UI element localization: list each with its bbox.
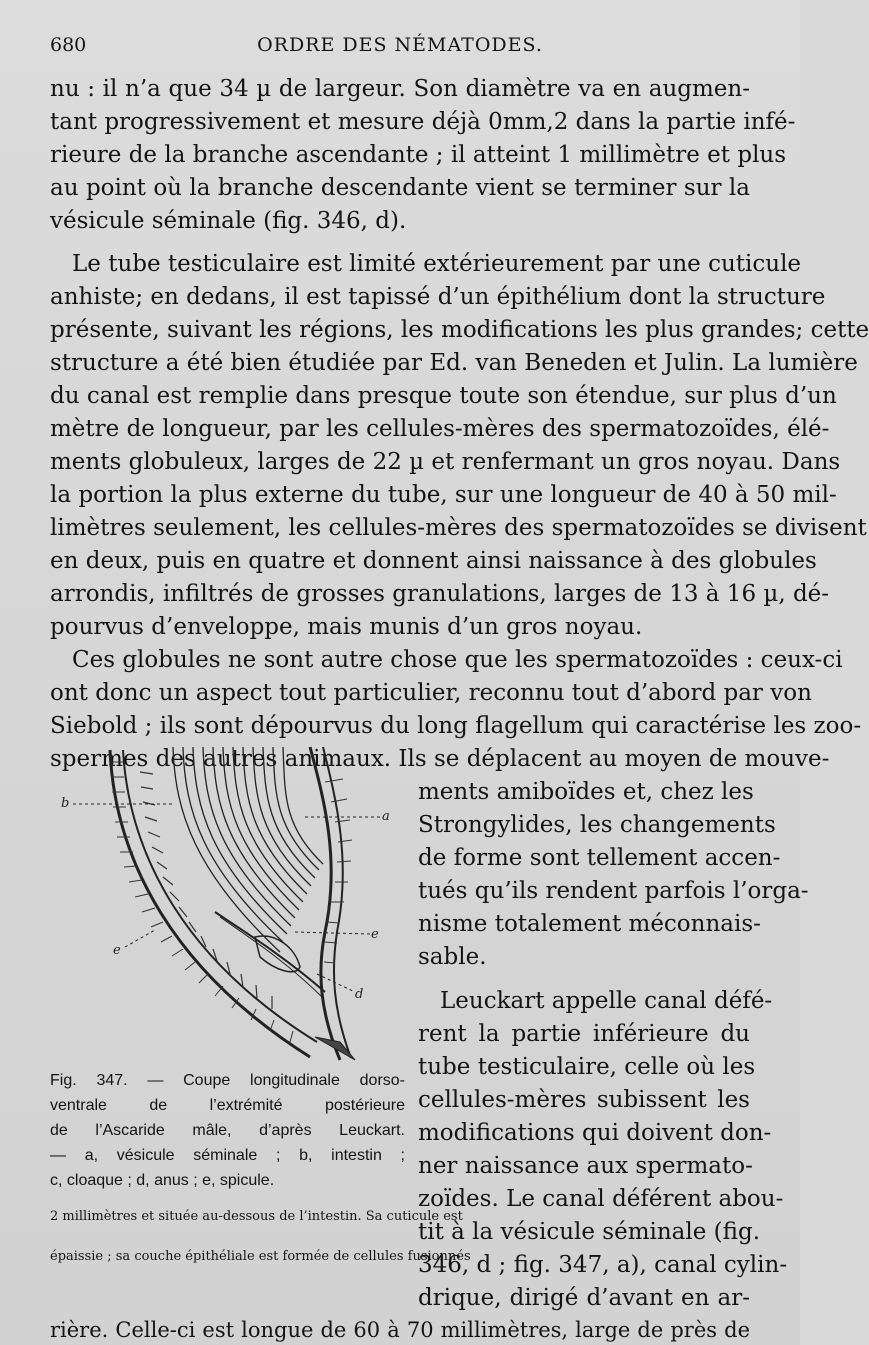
text-line: épaissie ; sa couche épithéliale est formée de cellules fusionnés [50,1249,471,1264]
text-line: mètre de longueur, par les cellules-mères des spermatozoïdes, élé- [50,416,830,442]
page-number: 680 [50,34,87,56]
text-line: anhiste; en dedans, il est tapissé d’un épithélium dont la structure [50,284,826,310]
figure-label-b: b [61,796,70,811]
figure-label-c: e [371,927,379,942]
figure-caption-line: c, cloaque ; d, anus ; e, spicule. [50,1172,275,1189]
text-line: la portion la plus externe du tube, sur une longueur de 40 à 50 mil- [50,482,837,508]
text-line: tube testiculaire, celle où les [418,1054,756,1080]
figure-caption-line: ventrale de l’extrémité postérieure [50,1097,405,1114]
text-line: limètres seulement, les cellules-mères des spermatozoïdes se divisent [50,515,867,541]
figure-label-a: a [382,809,390,824]
text-line: rieure de la branche ascendante ; il atteint 1 millimètre et plus [50,142,787,168]
text-line: tués qu’ils rendent parfois l’orga- [418,878,809,904]
text-line: en deux, puis en quatre et donnent ainsi naissance à des globules [50,548,817,574]
text-line: pourvus d’enveloppe, mais munis d’un gros noyau. [50,614,643,640]
nematode-section-illustration [55,742,405,1062]
text-line: Strongylides, les changements [418,812,776,838]
text-line: arrondis, infiltrés de grosses granulations, larges de 13 à 16 µ, dé- [50,581,830,607]
text-line: rent la partie inférieure du [418,1021,750,1047]
text-line: Le tube testiculaire est limité extérieurement par une cuticule [72,251,802,277]
text-line: Ces globules ne sont autre chose que les spermatozoïdes : ceux-ci [72,647,843,673]
text-line: vésicule séminale (fig. 346, d). [50,208,407,234]
text-line: au point où la branche descendante vient se terminer sur la [50,175,750,201]
text-line: sable. [418,944,487,970]
text-line: 2 millimètres et située au-dessous de l’intestin. Sa cuticule est [50,1209,463,1224]
text-line: ments amiboïdes et, chez les [418,779,754,805]
text-line: ner naissance aux spermato- [418,1153,753,1179]
text-line: structure a été bien étudiée par Ed. van Beneden et Julin. La lumière [50,350,858,376]
text-line: rière. Celle-ci est longue de 60 à 70 millimètres, large de près de [50,1318,750,1342]
running-title: ORDRE DES NÉMATODES. [257,34,543,56]
text-line: ont donc un aspect tout particulier, reconnu tout d’abord par von [50,680,812,706]
figure-caption-line: — a, vésicule séminale ; b, intestin ; [50,1147,405,1164]
text-line: Leuckart appelle canal défé- [440,988,773,1014]
text-line: spermes des autres animaux. Ils se déplacent au moyen de mouve- [50,746,830,772]
page-header [50,34,750,64]
text-line: modifications qui doivent don- [418,1120,772,1146]
figure-347 [55,742,405,1062]
figure-caption-line: Fig. 347. — Coupe longitudinale dorso- [50,1072,405,1089]
text-line: de forme sont tellement accen- [418,845,781,871]
text-line: 346, d ; fig. 347, a), canal cylin- [418,1252,788,1278]
text-line: drique, dirigé d’avant en ar- [418,1285,750,1311]
text-line: ments globuleux, larges de 22 µ et renfermant un gros noyau. Dans [50,449,841,475]
text-line: du canal est remplie dans presque toute son étendue, sur plus d’un [50,383,837,409]
text-line: zoïdes. Le canal déférent abou- [418,1186,784,1212]
figure-caption-line: de l’Ascaride mâle, d’après Leuckart. [50,1122,405,1139]
figure-label-d: d [355,987,364,1002]
text-line: présente, suivant les régions, les modifications les plus grandes; cette [50,317,869,343]
text-line: cellules-mères subissent les [418,1087,750,1113]
text-line: nisme totalement méconnais- [418,911,761,937]
text-line: Siebold ; ils sont dépourvus du long flagellum qui caractérise les zoo- [50,713,862,739]
figure-label-e: e [113,943,121,958]
text-line: tant progressivement et mesure déjà 0mm,2 dans la partie infé- [50,109,796,135]
text-line: nu : il n’a que 34 µ de largeur. Son diamètre va en augmen- [50,76,750,102]
text-line: tit à la vésicule séminale (fig. [418,1219,761,1245]
